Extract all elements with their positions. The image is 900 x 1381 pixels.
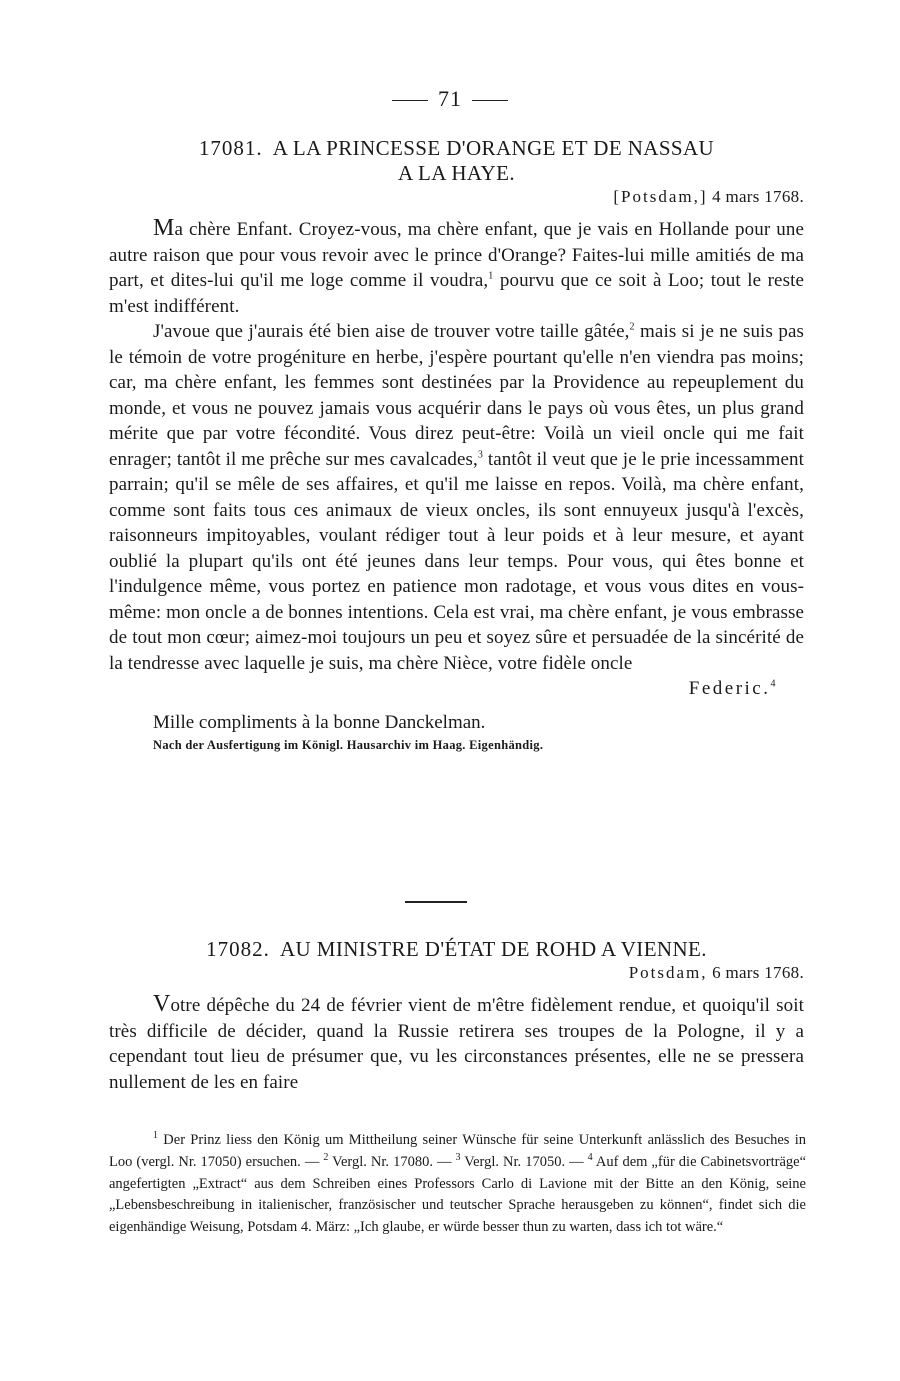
letter-17081 <box>109 136 804 754</box>
date-place: [Potsdam,] <box>613 187 708 206</box>
footnote-ref: 3 <box>477 449 484 461</box>
footnotes <box>109 1130 806 1239</box>
footnote-3: Vergl. Nr. 17050. — <box>460 1153 584 1170</box>
letter-paragraph-2 <box>109 319 804 676</box>
letter-paragraph-1 <box>109 992 804 1095</box>
footnote-4: Auf dem „für die Cabinetsvorträge“ angefertigten „Extract“ aus dem Schreiben eines Professors Carlo di Lavione mit der Bitte an den König, seine „Lebensbeschreibung in italienischer, französischer und teutscher Sprache herausgeben zu können“, findet sich die eigenhändige Weisung, Potsdam 4. März: „Ich glaube, er würde besser thun zu warten, dass ich tot wäre.“ <box>109 1153 807 1236</box>
footnote-mark: 1 <box>153 1130 158 1142</box>
letter-dateline <box>109 186 804 208</box>
footnote-mark: 3 <box>455 1151 461 1163</box>
page-number <box>0 86 900 112</box>
letter-heading <box>109 937 804 962</box>
initial-letter: V <box>153 991 171 1017</box>
page-number-dash-right <box>472 100 508 101</box>
letter-number: 17082. <box>206 937 270 961</box>
paragraph-text: pourvu que ce soit à Loo; tout le reste m'est indifférent. <box>109 270 804 317</box>
letter-dateline <box>109 962 804 984</box>
paragraph-text: J'avoue que j'aurais été bien aise de trouver votre taille gâtée, <box>153 321 630 342</box>
paragraph-text: tantôt il veut que je le prie incessamment parrain; qu'il se mêle de ses affaires, et qu'il me laisse en repos. Voilà, ma chère enfant, comme sont faits tous ces animaux de vieux oncles, ils sont ennuyeux jusqu'à l'excès, raisonneurs impitoyables, voulant rédiger tout à leur poids et à leur mesure, et ayant oublié la plupart qu'ils ont été jeunes dans leur temps. Pour vous, qui êtes bonne et l'indulgence même, vous portez en patience mon radotage, et vous vous dites en vous-même: mon oncle a de bonnes intentions. Cela est vrai, ma chère enfant, je vous embrasse de tout mon cœur; aimez-moi toujours un peu et soyez sûre et persuadée de la sincérité de la tendresse avec laquelle je suis, ma chère Nièce, votre fidèle oncle <box>109 448 805 674</box>
footnote-ref: 2 <box>629 321 635 333</box>
footnote-ref: 4 <box>770 678 778 690</box>
date: 6 mars 1768. <box>712 963 804 982</box>
source-note: Nach der Ausfertigung im Königl. Hausarchiv im Haag. Eigenhändig. <box>153 738 544 752</box>
footnote-mark: 4 <box>587 1151 593 1163</box>
paragraph-text: otre dépêche du 24 de février vient de m'être fidèlement rendue, et quoiqu'il soit très difficile de décider, quand la Russie retirera ses troupes de la Pologne, il y a cependant tout lieu de présumer que, vu les circonstances présentes, elle ne se pressera nullement de les en faire <box>109 995 804 1093</box>
paragraph-text: mais si je ne suis pas le témoin de votre progéniture en herbe, j'espère pourtant qu'elle n'en viendra pas moins; car, ma chère enfant, les femmes sont destinées par la Providence au repeuplement du monde, et vous ne pouvez jamais vous acquérir dans le pays où vous êtes, un plus grand mérite que par votre fécondité. Vous direz peut-être: Voilà un vieil oncle qui me fait enrager; tantôt il me prêche sur mes cavalcades, <box>109 321 804 470</box>
footnote-mark: 2 <box>323 1151 329 1163</box>
footnote-ref: 1 <box>488 270 494 282</box>
page-number-text: 71 <box>438 86 462 111</box>
initial-letter: M <box>153 215 175 241</box>
footnote-2: Vergl. Nr. 17080. — <box>328 1153 452 1170</box>
section-divider <box>405 901 467 903</box>
page-number-dash-left <box>392 100 428 101</box>
signature <box>109 676 804 702</box>
letter-title-line1: A LA PRINCESSE D'ORANGE ET DE NASSAU <box>272 136 715 160</box>
footnote-1: Der Prinz liess den König um Mittheilung seiner Wünsche für seine Unterkunft anlässlich des Besuches in Loo (vergl. Nr. 17050) ersuchen. — <box>109 1132 806 1170</box>
letter-title-line2: A LA HAYE. <box>398 161 515 185</box>
letter-paragraph-1 <box>109 216 804 319</box>
letter-number: 17081. <box>198 136 263 160</box>
letter-heading <box>109 136 804 161</box>
letter-title: AU MINISTRE D'ÉTAT DE ROHD A VIENNE. <box>279 937 707 961</box>
postscript: Mille compliments à la bonne Danckelman. <box>153 712 486 733</box>
signature-text: Federic. <box>688 678 771 699</box>
date: 4 mars 1768. <box>712 187 804 206</box>
date-place: Potsdam, <box>628 963 708 982</box>
paragraph-text: a chère Enfant. Croyez-vous, ma chère enfant, que je vais en Hollande pour une autre raison que pour vous revoir avec le prince d'Orange? Faites-lui mille amitiés de ma part, et dites-lui qu'il me loge comme il voudra, <box>109 219 804 291</box>
letter-17082 <box>109 937 804 1095</box>
